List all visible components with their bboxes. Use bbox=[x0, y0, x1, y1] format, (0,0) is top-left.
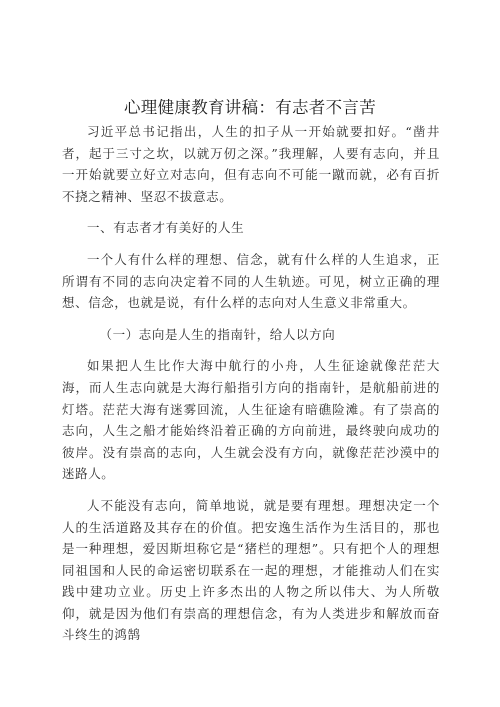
paragraph-compass: 如果把人生比作大海中航行的小舟，人生征途就像茫茫大海，而人生志向就是大海行船指引方向的指南针，是航船前进的灯塔。茫茫大海有迷雾回流，人生征途有暗礁险滩。有了崇高的志向，人生之船才能始终沿着正确的方向前进，最终驶向成功的彼岸。没有崇高的志向，人生就会没有方向，就像茫茫沙漠中的迷路人。 bbox=[62, 358, 440, 482]
section-heading-1: 一、有志者才有美好的人生 bbox=[87, 220, 245, 236]
paragraph-intro: 习近平总书记指出，人生的扣子从一开始就要扣好。“凿井者，起于三寸之坎，以就万仞之深。”我理解，人要有志向，并且一开始就要立好立对志向，但有志向不可能一蹴而就，必有百折不挠之精神、坚忍不拔意志。 bbox=[62, 124, 440, 204]
subsection-heading-1: （一）志向是人生的指南针，给人以方向 bbox=[99, 326, 336, 342]
paragraph-section-1: 一个人有什么样的理想、信念，就有什么样的人生追求，正所谓有不同的志向决定着不同的人生轨迹。可见，树立正确的理想、信念，也就是说，有什么样的志向对人生意义非常重大。 bbox=[62, 251, 440, 311]
document-body bbox=[62, 121, 440, 646]
document-title: 心理健康教育讲稿：有志者不言苦 bbox=[124, 98, 376, 117]
paragraph-ideals: 人不能没有志向，简单地说，就是要有理想。理想决定一个人的生活道路及其存在的价值。把安逸生活作为生活目的，那也是一种理想，爱因斯坦称它是“猪栏的理想”。只有把个人的理想同祖国和人民的命运密切联系在一起的理想，才能推动人们在实践中建功立业。历史上许多杰出的人物之所以伟大、为人所敬仰，就是因为他们有崇高的理想信念，有为人类进步和解放而奋斗终生的鸿鹄 bbox=[62, 497, 440, 643]
